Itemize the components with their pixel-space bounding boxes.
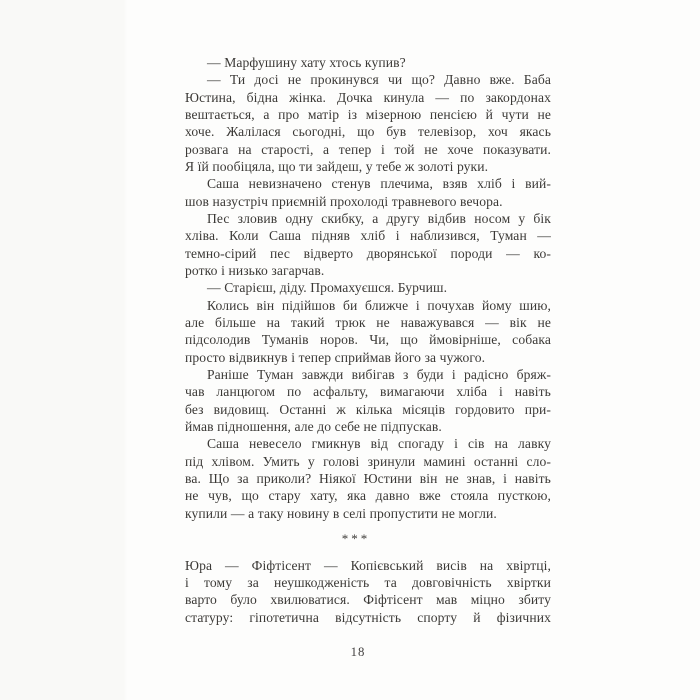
text-line: Я їй пообіцяла, що ти зайдеш, у тебе ж золоті руки. bbox=[185, 158, 489, 174]
text-line: темно-сірий пес відверто дворянської породи — ко- bbox=[185, 245, 551, 261]
text-line: підсолодив Туманів норов. Чи, що ймовірніше, собака bbox=[185, 332, 551, 348]
text-line: Саша невесело гмикнув від спогаду і сів на лавку bbox=[207, 436, 551, 452]
section-separator: *** bbox=[341, 530, 371, 546]
paragraph bbox=[185, 557, 551, 626]
text-line: варто було хвилюватися. Фіфтісент мав міцно збиту bbox=[185, 592, 551, 608]
text-line: Юра — Фіфтісент — Копієвський висів на хвіртці, bbox=[185, 557, 551, 573]
text-line: розвага на старості, а тепер і той не хоче показувати. bbox=[185, 141, 551, 157]
text-line: — Старієш, діду. Промахуєшся. Бурчиш. bbox=[207, 280, 448, 296]
text-line: не чув, що стару хату, яка давно вже стояла пусткою, bbox=[185, 488, 551, 504]
paragraph bbox=[185, 210, 551, 279]
paragraph bbox=[185, 175, 551, 210]
paragraph bbox=[185, 297, 551, 366]
text-line: — Марфушину хату хтось купив? bbox=[207, 55, 406, 70]
text-line: і тому за неушкодженість та довговічність хвіртки bbox=[185, 574, 551, 590]
text-line: — Ти досі не прокинувся чи що? Давно вже. Баба bbox=[207, 72, 551, 88]
text-line: шов назустріч приємній прохолоді травневого вечора. bbox=[185, 193, 503, 209]
text-line: але більше на такий трюк не наважувався — вік не bbox=[185, 314, 551, 330]
text-line: хоче. Жалілася сьогодні, що був телевізор, хоч якась bbox=[185, 124, 551, 140]
paragraph bbox=[185, 279, 551, 296]
text-line: Юстина, бідна жінка. Дочка кинула — по закордонах bbox=[185, 89, 551, 105]
paragraph bbox=[185, 54, 551, 71]
text-line: купили — а таку новину в селі пропустити не могли. bbox=[185, 505, 497, 521]
text-line: Колись він підійшов би ближче і почухав йому шию, bbox=[207, 297, 551, 313]
text-line: вештається, а про матір із мізерною пенсією й чути не bbox=[185, 106, 551, 122]
text-line: Пес зловив одну скибку, а другу відбив носом у бік bbox=[207, 210, 551, 226]
page-text bbox=[185, 54, 551, 626]
text-line: хліва. Коли Саша підняв хліб і наблизився, Туман — bbox=[185, 228, 551, 244]
text-line: Раніше Туман завжди вибігав з буди і радісно бряж- bbox=[207, 366, 551, 382]
text-line: ротко і низько загарчав. bbox=[185, 262, 325, 278]
text-line: ймав підношення, але до себе не підпускав. bbox=[185, 418, 442, 434]
text-line: Саша невизначено стенув плечима, взяв хліб і вий- bbox=[207, 176, 551, 192]
text-line: ва. Що за приколи? Ніякої Юстини він не знав, і навіть bbox=[185, 470, 551, 486]
page-number: 18 bbox=[350, 645, 366, 659]
text-line: без видовищ. Останні ж кілька місяців гордовито при- bbox=[185, 401, 551, 417]
paragraph bbox=[185, 71, 551, 175]
text-line: під хлівом. Умить у голові зринули мамині останні сло- bbox=[185, 453, 551, 469]
text-line: статуру: гіпотетична відсутність спорту й фізичних bbox=[185, 609, 551, 625]
text-line: просто відвикнув і тепер сприймав його за чужого. bbox=[185, 349, 486, 365]
text-line: чав ланцюгом по асфальту, вимагаючи хліба і навіть bbox=[185, 384, 551, 400]
paragraph bbox=[185, 435, 551, 522]
paragraph bbox=[185, 366, 551, 435]
